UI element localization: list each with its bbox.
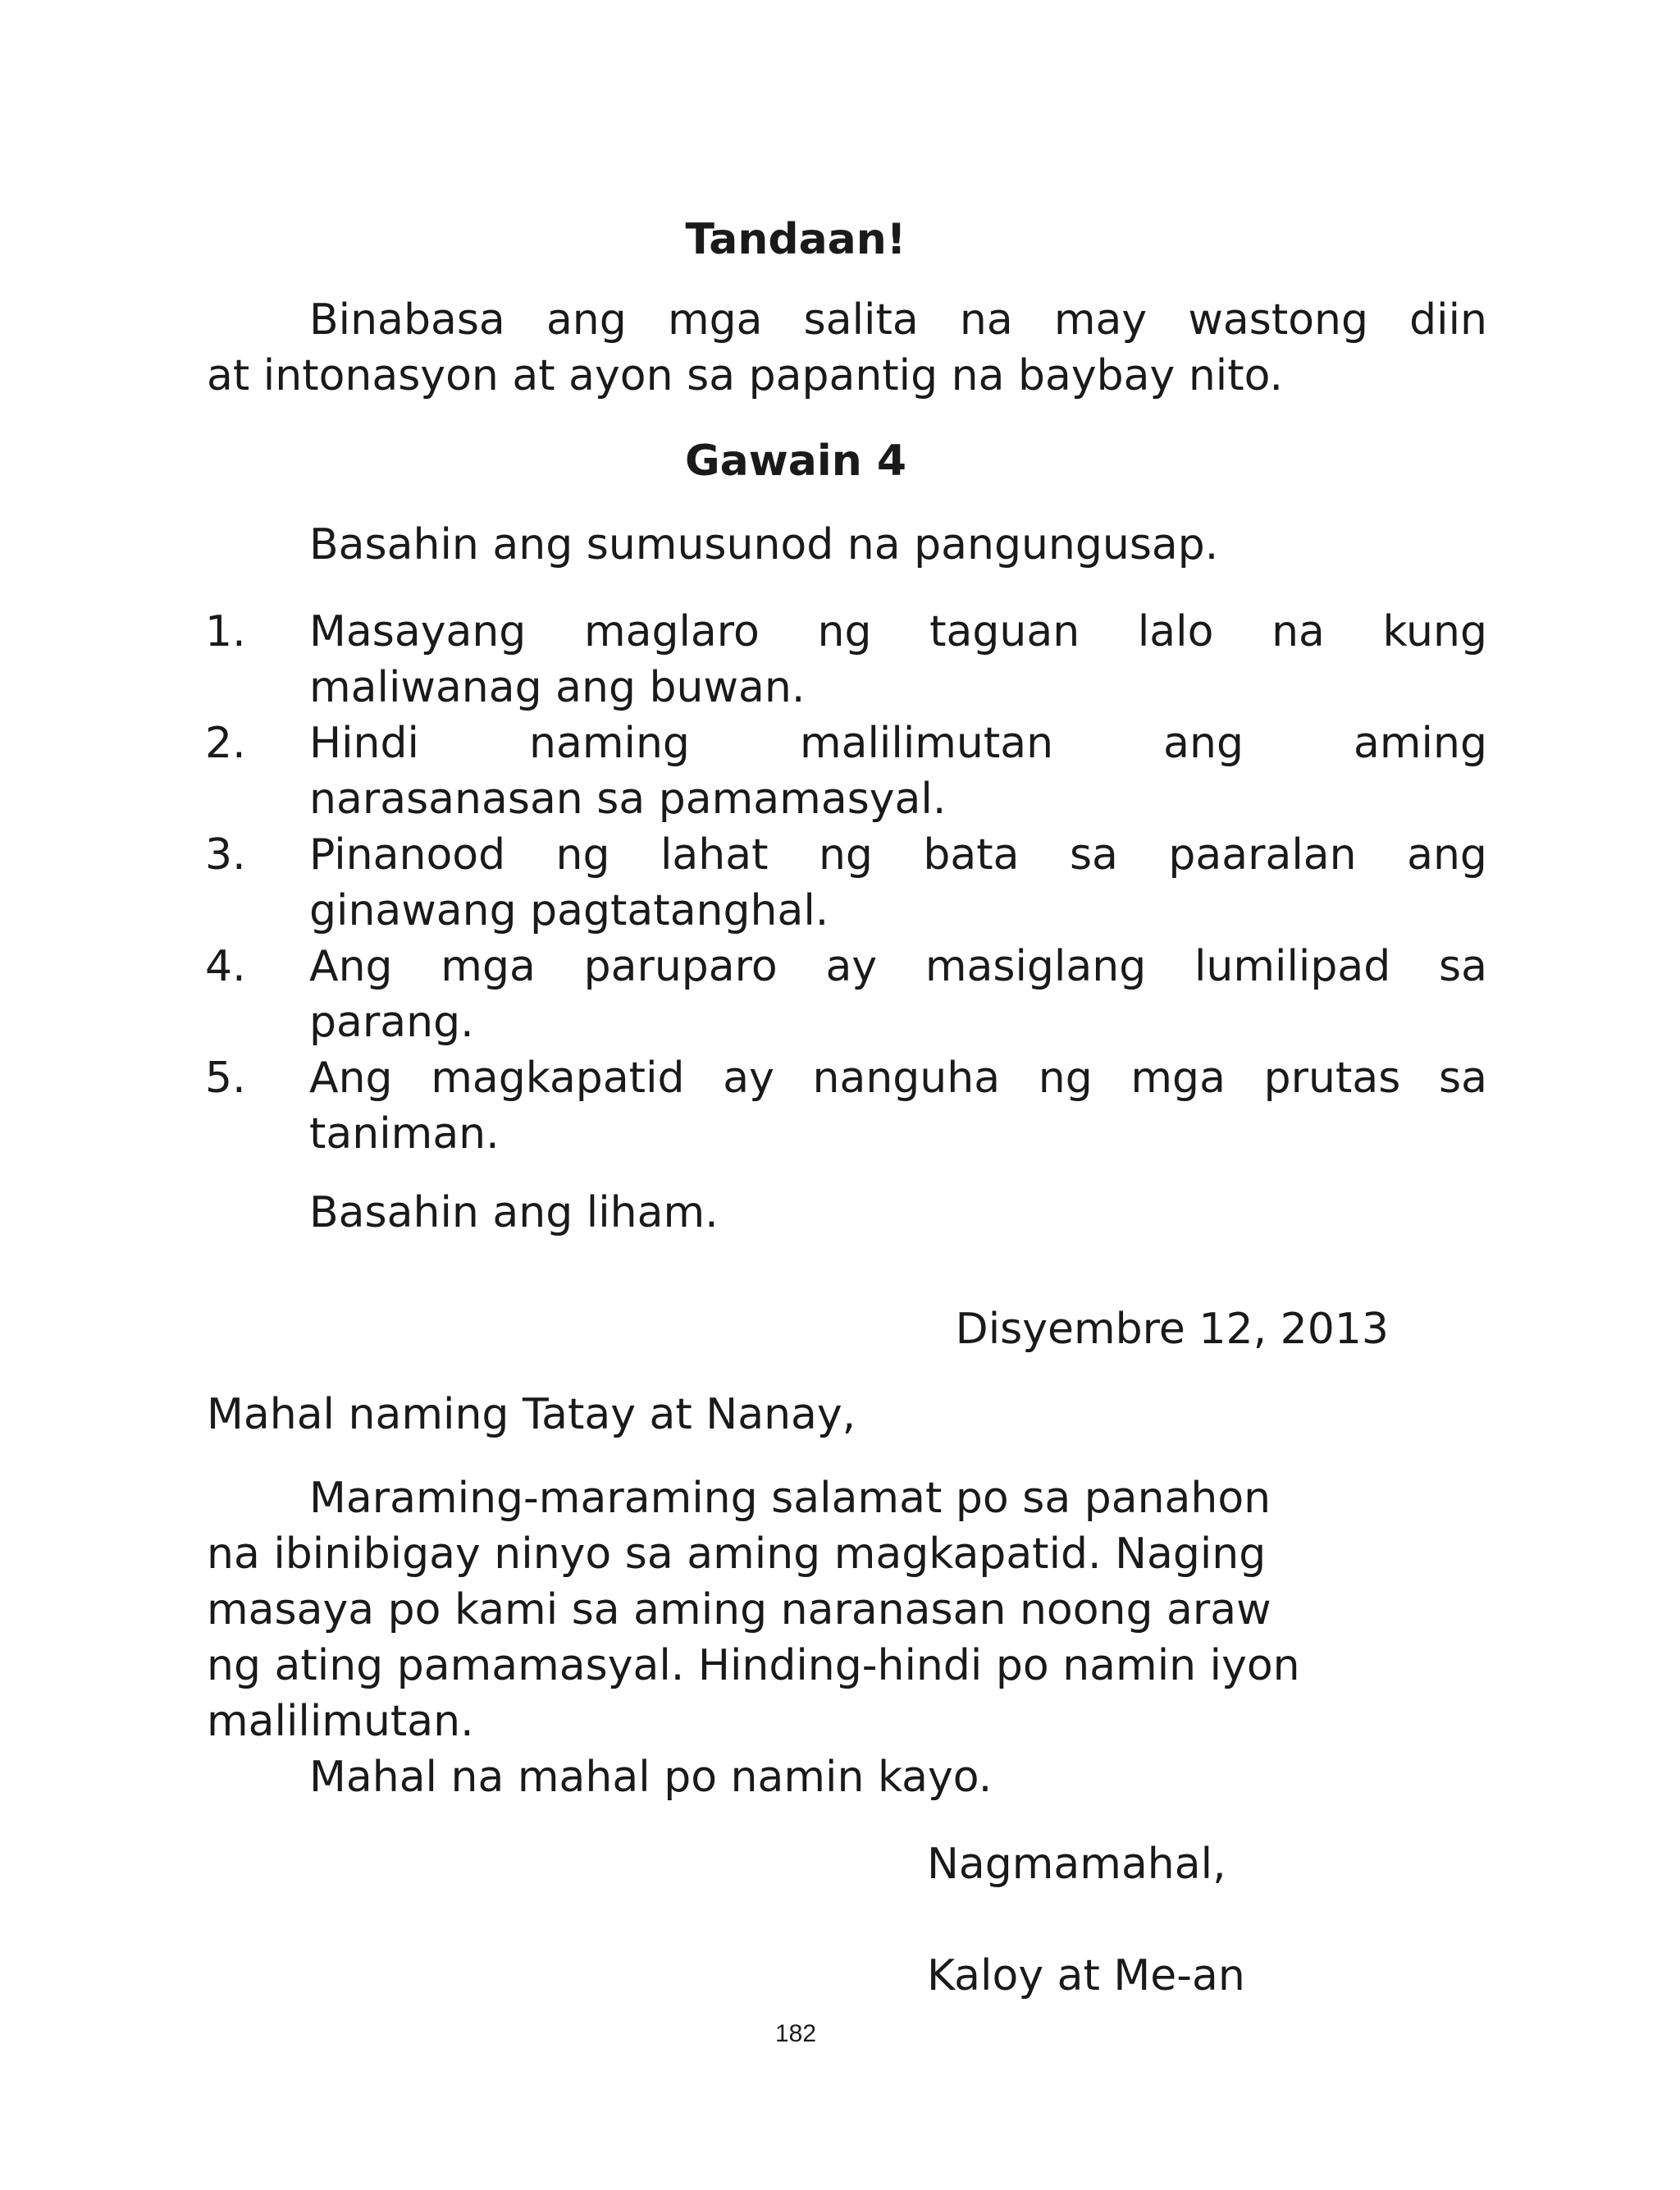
word: Masayang xyxy=(309,607,527,656)
word: Binabasa xyxy=(309,295,505,345)
word: ay xyxy=(723,1054,774,1103)
list-item-line-1 xyxy=(309,604,1487,660)
word: ng xyxy=(817,607,872,656)
word: lalo xyxy=(1137,607,1214,656)
letter-signature: Kaloy at Me-an xyxy=(927,1951,1245,2000)
word: sa xyxy=(1069,830,1118,880)
word: salita xyxy=(803,295,919,345)
list-item-line-1 xyxy=(309,939,1487,994)
list-item-line-2: taniman. xyxy=(309,1109,500,1159)
letter-body-line: ng ating pamamasyal. Hinding-hindi po namin iyon xyxy=(207,1641,1300,1690)
word: lumilipad xyxy=(1194,942,1391,991)
list-item-line-2: maliwanag ang buwan. xyxy=(309,663,806,712)
list-item-line-2: narasanasan sa pamamasyal. xyxy=(309,775,947,824)
letter-closing-line: Mahal na mahal po namin kayo. xyxy=(309,1753,993,1802)
list-item-number: 3. xyxy=(205,830,246,880)
letter-signoff: Nagmamahal, xyxy=(927,1840,1226,1889)
list-item-line-2: parang. xyxy=(309,998,474,1047)
list-item-number: 2. xyxy=(205,719,246,768)
list-item-number: 4. xyxy=(205,942,246,991)
list-item-number: 5. xyxy=(205,1054,246,1103)
word: Pinanood xyxy=(309,830,506,880)
word: masiglang xyxy=(924,942,1147,991)
word: na xyxy=(959,295,1013,345)
word: ng xyxy=(818,830,873,880)
letter-body-line: masaya po kami sa aming naranasan noong araw xyxy=(207,1585,1271,1634)
word: sa xyxy=(1438,942,1487,991)
list-item-line-1 xyxy=(309,827,1487,883)
word: ng xyxy=(555,830,610,880)
word: Hindi xyxy=(309,719,419,768)
word: na xyxy=(1271,607,1325,656)
word: ang xyxy=(546,295,627,345)
letter-instruction: Basahin ang liham. xyxy=(309,1188,719,1237)
word: ang xyxy=(1163,719,1244,768)
word: mga xyxy=(1130,1054,1226,1103)
tandaan-heading: Tandaan! xyxy=(685,215,906,264)
word: Ang xyxy=(309,942,393,991)
word: ang xyxy=(1407,830,1487,880)
word: sa xyxy=(1438,1054,1487,1103)
tandaan-text-line-2: at intonasyon at ayon sa papantig na baybay nito. xyxy=(207,351,1284,400)
letter-body-line: malilimutan. xyxy=(207,1697,474,1746)
word: may xyxy=(1053,295,1148,345)
page-number: 182 xyxy=(774,2020,817,2047)
word: diin xyxy=(1409,295,1487,345)
word: bata xyxy=(923,830,1020,880)
word: taguan xyxy=(929,607,1080,656)
word: mga xyxy=(667,295,763,345)
word: paruparo xyxy=(583,942,778,991)
word: nanguha xyxy=(812,1054,1001,1103)
word: malilimutan xyxy=(799,719,1054,768)
letter-date: Disyembre 12, 2013 xyxy=(955,1305,1389,1354)
gawain-heading: Gawain 4 xyxy=(684,437,907,486)
word: prutas xyxy=(1263,1054,1401,1103)
word: ng xyxy=(1038,1054,1093,1103)
list-item-line-2: ginawang pagtatanghal. xyxy=(309,886,829,935)
word: mga xyxy=(441,942,536,991)
word: lahat xyxy=(660,830,769,880)
list-item-line-1 xyxy=(309,716,1487,771)
gawain-instruction: Basahin ang sumusunod na pangungusap. xyxy=(309,520,1219,569)
word: naming xyxy=(529,719,690,768)
word: Ang xyxy=(309,1054,393,1103)
word: kung xyxy=(1382,607,1487,656)
word: paaralan xyxy=(1168,830,1357,880)
list-item-line-1 xyxy=(309,1050,1487,1106)
word: magkapatid xyxy=(431,1054,685,1103)
word: maglaro xyxy=(583,607,760,656)
letter-body-line: na ibinibigay ninyo sa aming magkapatid. Naging xyxy=(207,1529,1267,1579)
word: aming xyxy=(1354,719,1487,768)
list-item-number: 1. xyxy=(205,607,246,656)
letter-body-line: Maraming-maraming salamat po sa panahon xyxy=(309,1474,1271,1523)
word: wastong xyxy=(1188,295,1368,345)
word: ay xyxy=(825,942,878,991)
letter-salutation: Mahal naming Tatay at Nanay, xyxy=(207,1390,856,1439)
tandaan-text-line-1 xyxy=(309,292,1487,348)
